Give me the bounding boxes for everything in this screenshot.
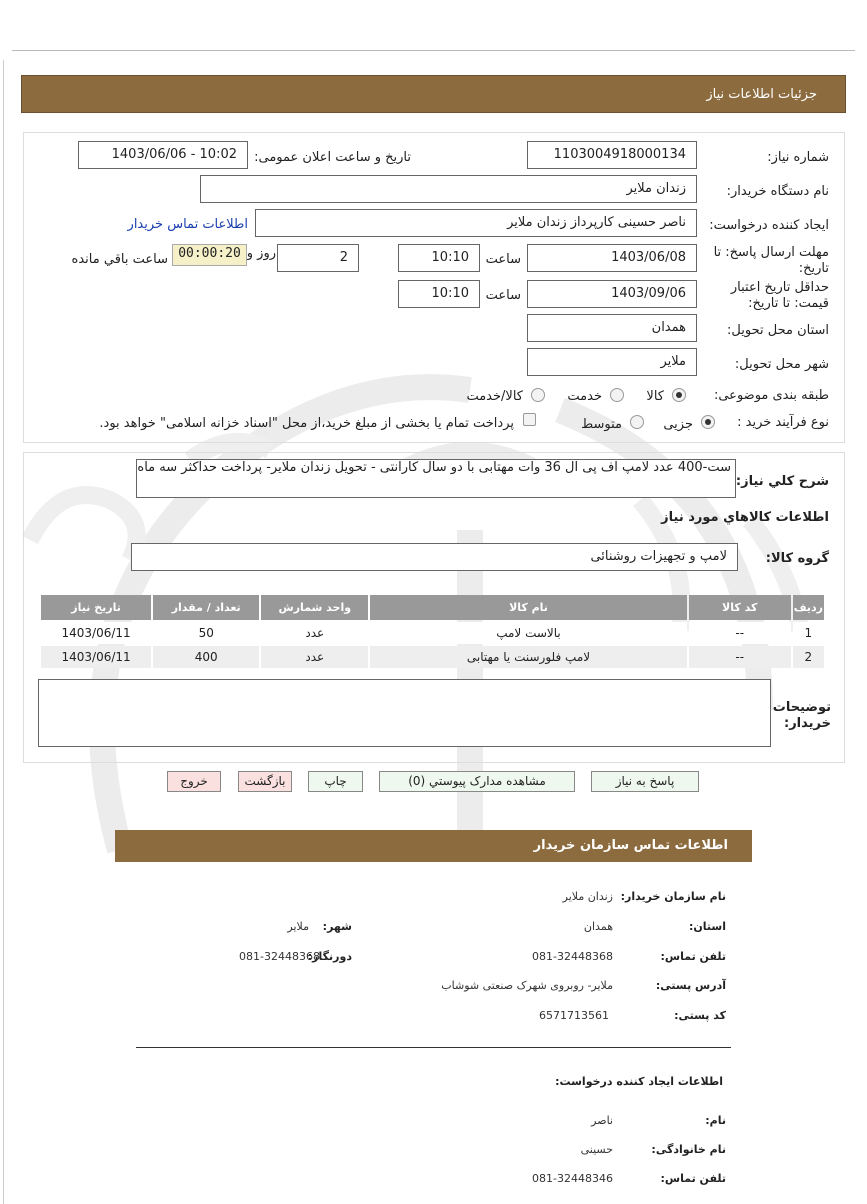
requester-info-title: اطلاعات ایجاد کننده درخواست:: [555, 1075, 723, 1088]
requester-phone-label: تلفن تماس:: [660, 1172, 726, 1185]
contact-province-label: استان:: [689, 920, 726, 933]
last-name-label: نام خانوادگی:: [651, 1143, 726, 1156]
goods-group-field: لامپ و تجهیزات روشنائی: [131, 543, 738, 571]
cell-need-date: 1403/06/11: [41, 646, 151, 668]
city-label: شهر محل تحویل:: [734, 357, 829, 372]
page-title: جزئیات اطلاعات نیاز: [706, 87, 817, 102]
summary-field: ست-400 عدد لامپ اف پی ال 36 وات مهتابی با دو سال کارانتی - تحویل زندان ملایر- پرداخت حداکثر سه ماه: [136, 459, 736, 498]
contact-city-value: ملایر: [287, 920, 309, 933]
buyer-contact-link[interactable]: اطلاعات تماس خریدار: [127, 217, 248, 232]
payment-note: پرداخت تمام یا بخشی از مبلغ خرید،از محل "اسناد خزانه اسلامی" خواهد بود.: [99, 416, 514, 431]
goods-table: [39, 593, 826, 670]
exit-button[interactable]: خروج: [167, 771, 221, 792]
deadline-label: مهلت ارسال پاسخ: تا تاریخ:: [713, 245, 829, 276]
contact-postal-value: 6571713561: [539, 1009, 609, 1022]
need-number-field: 1103004918000134: [527, 141, 697, 169]
goods-group-label: گروه کالا:: [765, 551, 829, 566]
col-unit: واحد شمارش: [261, 595, 368, 620]
contact-address-value: ملایر- روبروی شهرک صنعتی شوشاب: [441, 979, 613, 992]
contact-phone-value: 081-32448368: [532, 950, 613, 963]
contact-header: [115, 830, 752, 862]
process-option-medium: متوسط: [581, 417, 622, 432]
goods-info-title: اطلاعات کالاهاي مورد نياز: [661, 510, 829, 525]
validity-label: حداقل تاریخ اعتبار قیمت: تا تاریخ:: [730, 280, 829, 311]
summary-label: شرح کلي نياز:: [735, 474, 829, 489]
contact-fax-label: دورنگار:: [307, 950, 352, 963]
category-option-goods: کالا: [646, 389, 664, 404]
contact-phone-label: تلفن تماس:: [660, 950, 726, 963]
process-option-minor: جزیی: [663, 417, 693, 432]
days-label: روز و: [246, 246, 276, 261]
cell-item-name: بالاست لامپ: [370, 622, 686, 644]
category-option-service: خدمت: [567, 389, 602, 404]
days-field: 2: [277, 244, 359, 272]
contact-address-label: آدرس پستی:: [655, 979, 726, 992]
cell-row-number: 2: [793, 646, 824, 668]
requester-phone-value: 081-32448346: [532, 1172, 613, 1185]
category-radio-service[interactable]: [610, 388, 624, 402]
category-radio-goods[interactable]: [672, 388, 686, 402]
col-item-name: نام کالا: [370, 595, 686, 620]
treasury-payment-checkbox[interactable]: [523, 413, 536, 426]
province-label: استان محل تحویل:: [727, 323, 829, 338]
reply-button[interactable]: پاسخ به نياز: [591, 771, 699, 792]
buyer-org-label: نام دستگاه خریدار:: [726, 184, 829, 199]
remaining-label: ساعت باقي مانده: [71, 252, 168, 267]
deadline-time-label: ساعت: [485, 252, 521, 267]
first-name-label: نام:: [705, 1114, 726, 1127]
contact-postal-label: کد پستی:: [674, 1009, 726, 1022]
first-name-value: ناصر: [591, 1114, 613, 1127]
contact-fax-value: 081-32448368: [239, 950, 320, 963]
cell-row-number: 1: [793, 622, 824, 644]
col-quantity: تعداد / مقدار: [153, 595, 259, 620]
cell-unit: عدد: [261, 622, 368, 644]
left-divider: [3, 60, 4, 1204]
validity-date-field: 1403/09/06: [527, 280, 697, 308]
remaining-timer: 00:00:20: [172, 244, 247, 266]
buyer-notes-field: [38, 679, 771, 747]
back-button[interactable]: بازگشت: [238, 771, 292, 792]
buyer-org-field: زندان ملایر: [200, 175, 697, 203]
cell-quantity: 400: [153, 646, 259, 668]
col-item-code: کد کالا: [689, 595, 791, 620]
buyer-notes-label: توضیحات خریدار:: [772, 700, 831, 731]
city-field: ملایر: [527, 348, 697, 376]
org-name-value: زندان ملایر: [562, 890, 613, 903]
cell-item-code: --: [689, 646, 791, 668]
announce-label: تاریخ و ساعت اعلان عمومی:: [254, 150, 411, 165]
category-option-both: کالا/خدمت: [466, 389, 523, 404]
validity-time-field: 10:10: [398, 280, 480, 308]
table-row: [41, 622, 824, 644]
cell-unit: عدد: [261, 646, 368, 668]
process-radio-medium[interactable]: [630, 415, 644, 429]
process-radio-minor[interactable]: [701, 415, 715, 429]
contact-city-label: شهر:: [322, 920, 352, 933]
last-name-value: حسینی: [580, 1143, 613, 1156]
page-header: [21, 75, 846, 113]
contact-divider: [136, 1047, 731, 1048]
need-number-label: شماره نیاز:: [767, 150, 829, 165]
cell-item-name: لامپ فلورسنت یا مهتابی: [370, 646, 686, 668]
deadline-time-field: 10:10: [398, 244, 480, 272]
col-need-date: تاريخ نياز: [41, 595, 151, 620]
requester-field: ناصر حسینی کارپرداز زندان ملایر: [255, 209, 697, 237]
announce-field: 1403/06/06 - 10:02: [78, 141, 248, 169]
cell-item-code: --: [689, 622, 791, 644]
col-row-number: رديف: [793, 595, 824, 620]
attachments-button[interactable]: مشاهده مدارک پيوستي (0): [379, 771, 575, 792]
validity-time-label: ساعت: [485, 288, 521, 303]
province-field: همدان: [527, 314, 697, 342]
table-row: [41, 646, 824, 668]
contact-province-value: همدان: [583, 920, 613, 933]
category-label: طبقه بندی موضوعی:: [713, 388, 829, 403]
category-radio-both[interactable]: [531, 388, 545, 402]
requester-label: ایجاد کننده درخواست:: [709, 218, 829, 233]
contact-title: اطلاعات تماس سازمان خریدار: [533, 838, 728, 853]
deadline-date-field: 1403/06/08: [527, 244, 697, 272]
process-label: نوع فرآیند خرید :: [737, 415, 829, 430]
cell-quantity: 50: [153, 622, 259, 644]
org-name-label: نام سازمان خریدار:: [620, 890, 726, 903]
cell-need-date: 1403/06/11: [41, 622, 151, 644]
top-divider: [12, 50, 855, 51]
print-button[interactable]: چاپ: [308, 771, 363, 792]
